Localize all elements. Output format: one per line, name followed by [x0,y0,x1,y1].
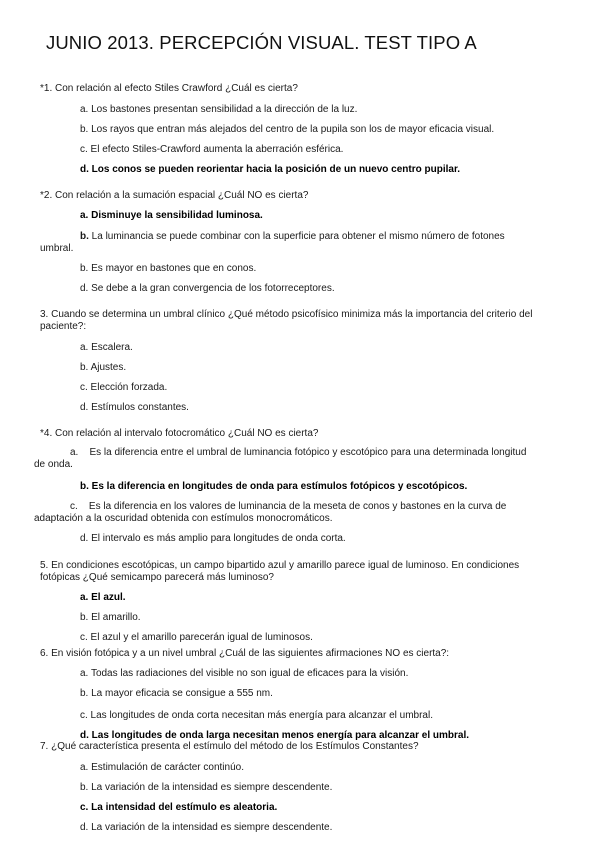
option-4d: d. El intervalo es más amplio para longitudes de onda corta. [80,533,346,544]
option-4c-text: Es la diferencia en los valores de luminancia de la meseta de conos y bastones en la curva de adaptación a la oscuridad obtenida con estímulos monocromáticos. [34,501,507,524]
page-title: JUNIO 2013. PERCEPCIÓN VISUAL. TEST TIPO A [46,32,477,53]
option-1d-correct: d. Los conos se pueden reorientar hacia la posición de un nuevo centro pupilar. [80,164,461,175]
option-2b-text: La luminancia se puede combinar con la superficie para obtener el mismo número de fotones umbral. [40,231,505,254]
option-2b [40,231,540,255]
option-1a: a. Los bastones presentan sensibilidad a la dirección de la luz. [80,104,358,115]
option-3b: b. Ajustes. [80,362,127,373]
option-1b: b. Los rayos que entran más alejados del centro de la pupila son los de mayor eficacia visual. [80,124,495,135]
option-2c: b. Es mayor en bastones que en conos. [80,263,257,274]
option-6a: a. Todas las radiaciones del visible no son igual de eficaces para la visión. [80,668,409,679]
option-4c-label: c. [70,501,78,512]
option-6c: c. Las longitudes de onda corta necesitan más energía para alcanzar el umbral. [80,710,433,721]
question-7: 7. ¿Qué característica presenta el estímulo del método de los Estímulos Constantes? [40,741,419,752]
option-5b: b. El amarillo. [80,612,141,623]
option-3d: d. Estímulos constantes. [80,402,189,413]
option-7a: a. Estimulación de carácter continúo. [80,762,244,773]
question-6: 6. En visión fotópica y a un nivel umbral ¿Cuál de las siguientes afirmaciones NO es cierta?: [40,648,450,659]
option-5a-correct: a. El azul. [80,592,126,603]
option-7b: b. La variación de la intensidad es siempre descendente. [80,782,333,793]
question-1: *1. Con relación al efecto Stiles Crawford ¿Cuál es cierta? [40,83,298,94]
option-1c: c. El efecto Stiles-Crawford aumenta la aberración esférica. [80,144,344,155]
option-2a-correct: a. Disminuye la sensibilidad luminosa. [80,210,263,221]
option-4c [34,501,540,525]
option-3a: a. Escalera. [80,342,133,353]
option-3c: c. Elección forzada. [80,382,168,393]
question-2: *2. Con relación a la sumación espacial ¿Cuál NO es cierta? [40,190,309,201]
option-7c-correct: c. La intensidad del estímulo es aleatoria. [80,802,278,813]
question-3: 3. Cuando se determina un umbral clínico ¿Qué método psicofísico minimiza más la importancia del criterio del paciente?: [40,309,533,332]
option-5c: c. El azul y el amarillo parecerán igual de luminosos. [80,632,313,643]
question-4: *4. Con relación al intervalo fotocromático ¿Cuál NO es cierta? [40,428,319,439]
option-4a-label: a. [70,447,79,458]
option-4a-text: Es la diferencia entre el umbral de luminancia fotópico y escotópico para una determinada longitud de onda. [34,447,527,470]
option-2b-label: b. [80,231,89,242]
option-7d: d. La variación de la intensidad es siempre descendente. [80,822,333,833]
question-5: 5. En condiciones escotópicas, un campo bipartido azul y amarillo parece igual de luminoso. En condiciones fotópicas ¿Qué semicampo parecerá más luminoso? [40,560,520,583]
option-2d: d. Se debe a la gran convergencia de los fotorreceptores. [80,283,335,294]
option-6b: b. La mayor eficacia se consigue a 555 nm. [80,688,273,699]
option-6d-correct: d. Las longitudes de onda larga necesitan menos energía para alcanzar el umbral. [80,730,470,741]
option-4b-correct: b. Es la diferencia en longitudes de onda para estímulos fotópicos y escotópicos. [80,481,468,492]
option-4a [34,447,540,471]
